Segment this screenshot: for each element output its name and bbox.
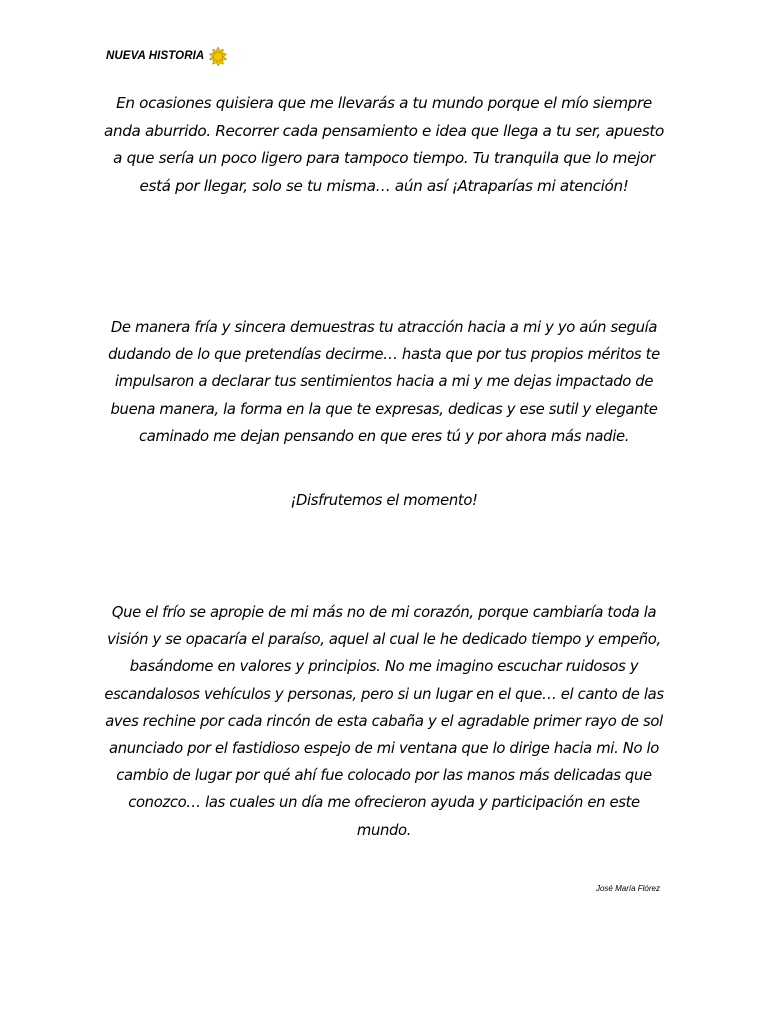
document-header — [106, 46, 228, 66]
paragraph-cabin: Que el frío se apropie de mi más no de mi corazón, porque cambiaría toda la visión y se opacaría el paraíso, aquel al cual le he dedicado tiempo y empeño, basándome en valores y principios. No me imagino escuchar ruidosos y escandalosos vehículos y personas, pero si un lugar en el que… el canto de las aves rechine por cada rincón de esta cabaña y el agradable primer rayo de sol anunciado por el fastidioso espejo de mi ventana que lo dirige hacia mi. No lo cambio de lugar por qué ahí fue colocado por las manos más delicadas que conozco… las cuales un día me ofrecieron ayuda y participación en este mundo. — [104, 604, 664, 839]
document-title: NUEVA HISTORIA — [106, 50, 205, 62]
author-signature: José María Flórez — [595, 884, 660, 893]
paragraph-attraction: De manera fría y sincera demuestras tu atracción hacia a mi y yo aún seguía dudando de lo que pretendías decirme… hasta que por tus propios méritos te impulsaron a declarar tus sentimientos hacia a mi y me dejas impactado de buena manera, la forma en la que te expresas, dedicas y ese sutil y elegante caminado me dejan pensando en que eres tú y por ahora más nadie. — [108, 319, 660, 445]
paragraph-enjoy: ¡Disfrutemos el momento! — [290, 492, 478, 509]
paragraph-intro: En ocasiones quisiera que me llevarás a tu mundo porque el mío siempre anda aburrido. Recorrer cada pensamiento e idea que llega a tu ser, apuesto a que sería un poco ligero para tampoco tiempo. Tu tranquila que lo mejor está por llegar, solo se tu misma… aún así ¡Atraparías mi atención! — [104, 94, 664, 195]
sun-icon — [208, 46, 228, 66]
